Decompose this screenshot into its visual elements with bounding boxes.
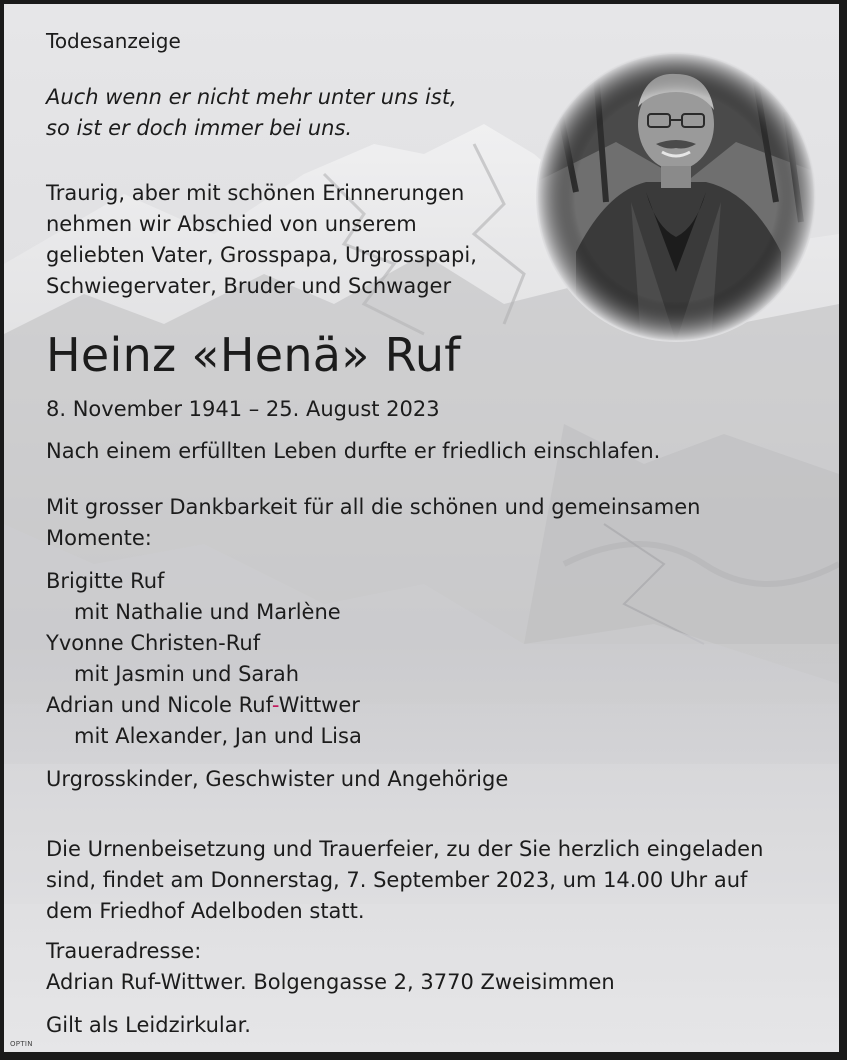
name-part: Wittwer bbox=[278, 693, 360, 717]
ceremony-line: dem Friedhof Adelboden statt. bbox=[46, 899, 365, 923]
family-member-children: mit Alexander, Jan und Lisa bbox=[74, 724, 362, 748]
portrait-photo bbox=[536, 52, 816, 342]
circular-note: Gilt als Leidzirkular. bbox=[46, 1013, 251, 1037]
name-part: Adrian und Nicole Ruf bbox=[46, 693, 272, 717]
thanks-text bbox=[46, 492, 700, 554]
ceremony-line: Die Urnenbeisetzung und Trauerfeier, zu der Sie herzlich eingeladen bbox=[46, 837, 764, 861]
memorial-quote bbox=[46, 82, 457, 144]
thanks-line: Mit grosser Dankbarkeit für all die schönen und gemeinsamen bbox=[46, 495, 701, 519]
intro-line: geliebten Vater, Grosspapa, Urgrosspapi, bbox=[46, 243, 477, 267]
mourning-address bbox=[46, 936, 615, 998]
notice-kicker: Todesanzeige bbox=[46, 29, 181, 53]
intro-text bbox=[46, 178, 477, 302]
footer-mark: OPTIN bbox=[10, 1040, 33, 1048]
family-member-name bbox=[46, 690, 362, 721]
thanks-line: Momente: bbox=[46, 526, 152, 550]
life-dates: 8. November 1941 – 25. August 2023 bbox=[46, 397, 440, 421]
family-member-name: Brigitte Ruf bbox=[46, 569, 165, 593]
quote-line: so ist er doch immer bei uns. bbox=[46, 116, 353, 140]
obituary-card bbox=[4, 4, 839, 1052]
deceased-name: Heinz «Henä» Ruf bbox=[46, 328, 461, 382]
family-member-children: mit Nathalie und Marlène bbox=[74, 600, 341, 624]
name-dash: - bbox=[271, 693, 279, 717]
ceremony-line: sind, findet am Donnerstag, 7. September 2023, um 14.00 Uhr auf bbox=[46, 868, 748, 892]
ceremony-info bbox=[46, 834, 763, 927]
intro-line: Traurig, aber mit schönen Erinnerungen bbox=[46, 181, 465, 205]
address-label: Traueradresse: bbox=[46, 939, 202, 963]
address-value: Adrian Ruf-Wittwer. Bolgengasse 2, 3770 Zweisimmen bbox=[46, 970, 615, 994]
intro-line: nehmen wir Abschied von unserem bbox=[46, 212, 417, 236]
peace-statement: Nach einem erfüllten Leben durfte er friedlich einschlafen. bbox=[46, 439, 661, 463]
relatives-line: Urgrosskinder, Geschwister und Angehörige bbox=[46, 767, 509, 791]
family-member-name: Yvonne Christen-Ruf bbox=[46, 631, 261, 655]
quote-line: Auch wenn er nicht mehr unter uns ist, bbox=[46, 85, 457, 109]
family-list bbox=[46, 566, 362, 752]
family-member-children: mit Jasmin und Sarah bbox=[74, 662, 300, 686]
intro-line: Schwiegervater, Bruder und Schwager bbox=[46, 274, 452, 298]
